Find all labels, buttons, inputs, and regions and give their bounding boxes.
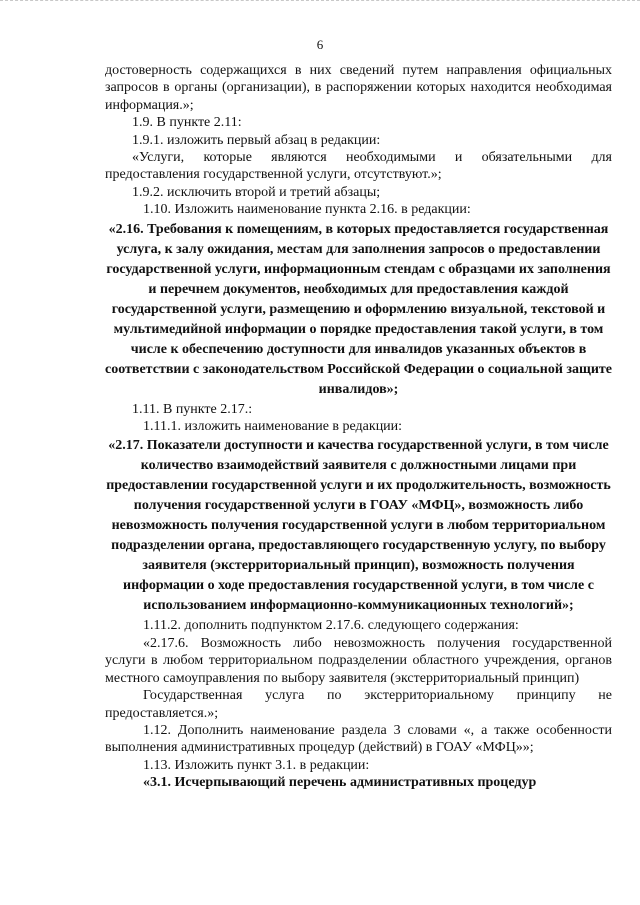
- paragraph-extraterritorial: Государственная услуга по экстерриториальному принципу не предоставляется.»;: [105, 688, 612, 721]
- paragraph-services-quote: «Услуги, которые являются необходимыми и обязательными для предоставления государственной услуги, отсутствуют.»;: [105, 150, 612, 183]
- paragraph-1-9: 1.9. В пункте 2.11:: [132, 115, 242, 131]
- paragraph-1-13: 1.13. Изложить пункт 3.1. в редакции:: [143, 757, 370, 773]
- heading-2-16: «2.16. Требования к помещениям, в которых предоставляется государственная услуга, к залу ожидания, местам для заполнения запросов о предоставлении государственной услуги, информационным стендам с образцами их заполнения и перечнем документов, необходимых для предоставления каждой государственной услуги, размещению и оформлению визуальной, текстовой и мультимедийной информации о порядке предоставления такой услуги, в том числе к обеспечению доступности для инвалидов указанных объектов в соответствии с законодательством Российской Федерации о социальной защите инвалидов»;: [105, 221, 613, 397]
- paragraph-1-12: 1.12. Дополнить наименование раздела 3 словами «, а также особенности выполнения административных процедур (действий) в ГОАУ «МФЦ»»;: [105, 722, 612, 756]
- paragraph-1-11-2: 1.11.2. дополнить подпунктом 2.17.6. следующего содержания:: [143, 618, 519, 634]
- paragraph-1-9-2: 1.9.2. исключить второй и третий абзацы;: [132, 184, 381, 200]
- document-body: [105, 62, 612, 792]
- paragraph-2-17-6: «2.17.6. Возможность либо невозможность получения государственной услуги в любом территориальном подразделении областного учреждения, органов местного самоуправления по выбору заявителя (экстерриториальный принцип): [105, 635, 612, 686]
- heading-3-1: «3.1. Исчерпывающий перечень административных процедур: [143, 775, 537, 791]
- paragraph-continuation: достоверность содержащихся в них сведений путем направления официальных запросов в органы (организации), в распоряжении которых находится необходимая информация.»;: [105, 63, 612, 113]
- heading-2-17: «2.17. Показатели доступности и качества государственной услуги, в том числе количество взаимодействий заявителя с должностными лицами при предоставлении государственной услуги и их продолжительность, возможность получения государственной услуги в ГОАУ «МФЦ», возможность либо невозможность получения государственной услуги в любом территориальном подразделении органа, предоставляющего государственную услугу, по выбору заявителя (экстерриториальный принцип), возможность получения информации о ходе предоставления государственной услуги, в том числе с использованием информационно-коммуникационных технологий»;: [106, 438, 611, 614]
- paragraph-1-11: 1.11. В пункте 2.17.:: [132, 401, 253, 417]
- paragraph-1-9-1: 1.9.1. изложить первый абзац в редакции:: [132, 132, 381, 148]
- paragraph-1-11-1: 1.11.1. изложить наименование в редакции:: [143, 419, 403, 435]
- scan-top-edge: [0, 0, 640, 1]
- paragraph-1-10: 1.10. Изложить наименование пункта 2.16. в редакции:: [143, 202, 471, 218]
- page-number: 6: [316, 37, 324, 52]
